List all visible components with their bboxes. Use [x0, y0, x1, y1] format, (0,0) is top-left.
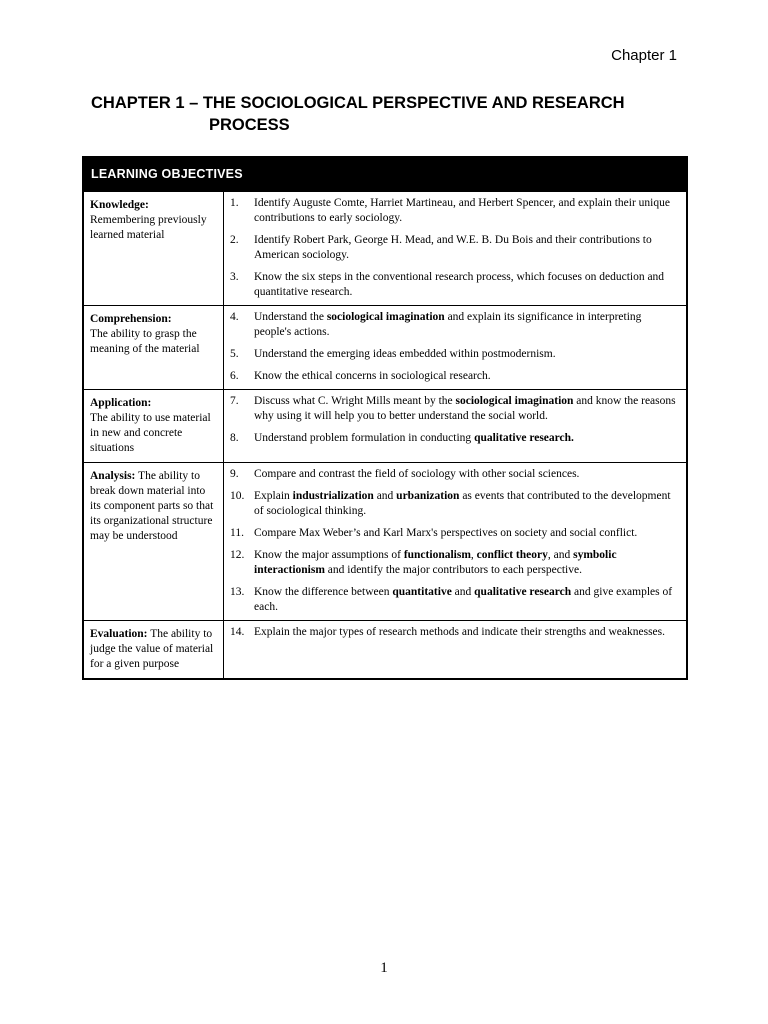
objective-row — [83, 390, 687, 463]
key-term: functionalism — [403, 549, 471, 561]
cognitive-level-description: The ability to use material in new and concrete situations — [90, 412, 211, 454]
cognitive-level-description: The ability to grasp the meaning of the material — [90, 328, 200, 355]
objective-text-run: and — [373, 490, 397, 502]
objectives-cell — [224, 306, 688, 390]
key-term: quantitative — [392, 586, 452, 598]
cognitive-level-cell — [83, 463, 224, 621]
objective-text — [254, 489, 680, 519]
objective-text-run: Understand the emerging ideas embedded within postmodernism. — [254, 348, 556, 360]
page-number: 1 — [380, 960, 388, 976]
objective-number: 9. — [230, 468, 239, 480]
objective-number: 2. — [230, 234, 239, 246]
objective-number: 8. — [230, 432, 239, 444]
objectives-cell — [224, 192, 688, 306]
objective-text — [254, 431, 680, 446]
objective-text-run: Know the major assumptions of — [254, 549, 404, 561]
learning-objectives-body — [83, 192, 687, 680]
objective-text — [254, 310, 680, 340]
objective-text — [254, 585, 680, 615]
objective-text — [254, 467, 680, 482]
objective-list — [230, 310, 680, 384]
running-head: Chapter 1 — [611, 47, 677, 64]
objective-item — [230, 310, 680, 340]
cognitive-level-cell — [83, 306, 224, 390]
objective-text-run: , and — [547, 549, 574, 561]
cognitive-level-description: The ability to judge the value of material for a given purpose — [90, 628, 214, 670]
objective-text-run: Explain — [254, 490, 293, 502]
objective-number: 13. — [230, 586, 245, 598]
objective-text-run: Know the six steps in the conventional research process, which focuses on deduction and quantitative research. — [254, 271, 665, 298]
cognitive-level-name: Evaluation: — [90, 628, 148, 640]
learning-objectives-table — [82, 156, 688, 680]
objective-text — [254, 369, 680, 384]
cognitive-level-description: Remembering previously learned material — [90, 214, 207, 241]
key-term: sociological imagination — [455, 395, 574, 407]
objectives-cell — [224, 463, 688, 621]
objective-list — [230, 196, 680, 300]
objective-number: 6. — [230, 370, 239, 382]
objective-text-run: Understand the — [254, 311, 327, 323]
objective-text-run: Identify Robert Park, George H. Mead, and W.E. B. Du Bois and their contributions to American sociology. — [254, 234, 652, 261]
objective-text-run: Know the ethical concerns in sociological research. — [254, 370, 491, 382]
objective-text — [254, 347, 680, 362]
cognitive-level-name: Knowledge: — [90, 199, 149, 211]
cognitive-level-name: Comprehension: — [90, 313, 172, 325]
cognitive-level-cell — [83, 192, 224, 306]
chapter-title — [91, 92, 691, 136]
objective-text-run: and give examples of each. — [254, 586, 673, 613]
objective-item — [230, 196, 680, 226]
objective-text — [254, 233, 680, 263]
objective-number: 12. — [230, 549, 245, 561]
objective-list — [230, 394, 680, 446]
objective-text-run: Compare and contrast the field of sociology with other social sciences. — [254, 468, 580, 480]
objective-row — [83, 306, 687, 390]
objective-item — [230, 625, 680, 640]
objective-text — [254, 394, 680, 424]
objective-list — [230, 625, 680, 640]
key-term: qualitative research. — [474, 432, 574, 444]
objective-item — [230, 548, 680, 578]
objective-text-run: Know the difference between — [254, 586, 393, 598]
objective-text-run: Compare Max Weber’s and Karl Marx's perspectives on society and social conflict. — [254, 527, 638, 539]
key-term: urbanization — [396, 490, 460, 502]
key-term: sociological imagination — [326, 311, 445, 323]
key-term: industrialization — [292, 490, 374, 502]
objective-item — [230, 233, 680, 263]
objective-item — [230, 394, 680, 424]
objective-item — [230, 270, 680, 300]
objective-text-run: , — [470, 549, 477, 561]
objective-text — [254, 548, 680, 578]
objective-item — [230, 347, 680, 362]
cognitive-level-name: Analysis: — [90, 470, 136, 482]
objective-text — [254, 625, 680, 640]
cognitive-level-description: The ability to break down material into its component parts so that its organizational structure may be understood — [90, 470, 214, 542]
objective-text — [254, 196, 680, 226]
objective-item — [230, 467, 680, 482]
objective-item — [230, 585, 680, 615]
objective-text — [254, 526, 680, 541]
objective-item — [230, 489, 680, 519]
key-term: conflict theory — [476, 549, 548, 561]
objective-text — [254, 270, 680, 300]
objective-text-run: and identify the major contributors to each perspective. — [324, 564, 582, 576]
objective-item — [230, 526, 680, 541]
chapter-title-line-1: CHAPTER 1 – THE SOCIOLOGICAL PERSPECTIVE AND RESEARCH — [91, 94, 625, 112]
objective-item — [230, 369, 680, 384]
objective-number: 1. — [230, 197, 239, 209]
objective-number: 11. — [230, 527, 244, 539]
objective-text-run: Explain the major types of research methods and indicate their strengths and weaknesses. — [254, 626, 665, 638]
objective-number: 10. — [230, 490, 245, 502]
objective-number: 7. — [230, 395, 239, 407]
chapter-title-line-2: PROCESS — [209, 116, 290, 134]
objective-list — [230, 467, 680, 615]
objective-text-run: and explain its significance in interpreting people's actions. — [254, 311, 642, 338]
objective-number: 3. — [230, 271, 239, 283]
objective-text-run: Discuss what C. Wright Mills meant by the — [254, 395, 456, 407]
key-term: symbolic interactionism — [254, 549, 617, 576]
objective-row — [83, 621, 687, 680]
objective-item — [230, 431, 680, 446]
cognitive-level-cell — [83, 390, 224, 463]
objective-text-run: Understand problem formulation in conducting — [254, 432, 475, 444]
cognitive-level-name: Application: — [90, 397, 152, 409]
objectives-cell — [224, 390, 688, 463]
objective-text-run: Identify Auguste Comte, Harriet Martineau, and Herbert Spencer, and explain their unique contributions to early sociology. — [254, 197, 670, 224]
learning-objectives-heading: LEARNING OBJECTIVES — [83, 157, 687, 192]
objective-number: 5. — [230, 348, 239, 360]
objective-text-run: as events that contributed to the development of sociological thinking. — [254, 490, 671, 517]
objective-number: 14. — [230, 626, 245, 638]
objective-row — [83, 463, 687, 621]
objective-row — [83, 192, 687, 306]
objective-number: 4. — [230, 311, 239, 323]
table-header-row — [83, 157, 687, 192]
key-term: qualitative research — [474, 586, 572, 598]
objective-text-run: and know the reasons why using it will help you to better understand the social world. — [254, 395, 676, 422]
cognitive-level-cell — [83, 621, 224, 680]
objectives-cell — [224, 621, 688, 680]
objective-text-run: and — [451, 586, 475, 598]
